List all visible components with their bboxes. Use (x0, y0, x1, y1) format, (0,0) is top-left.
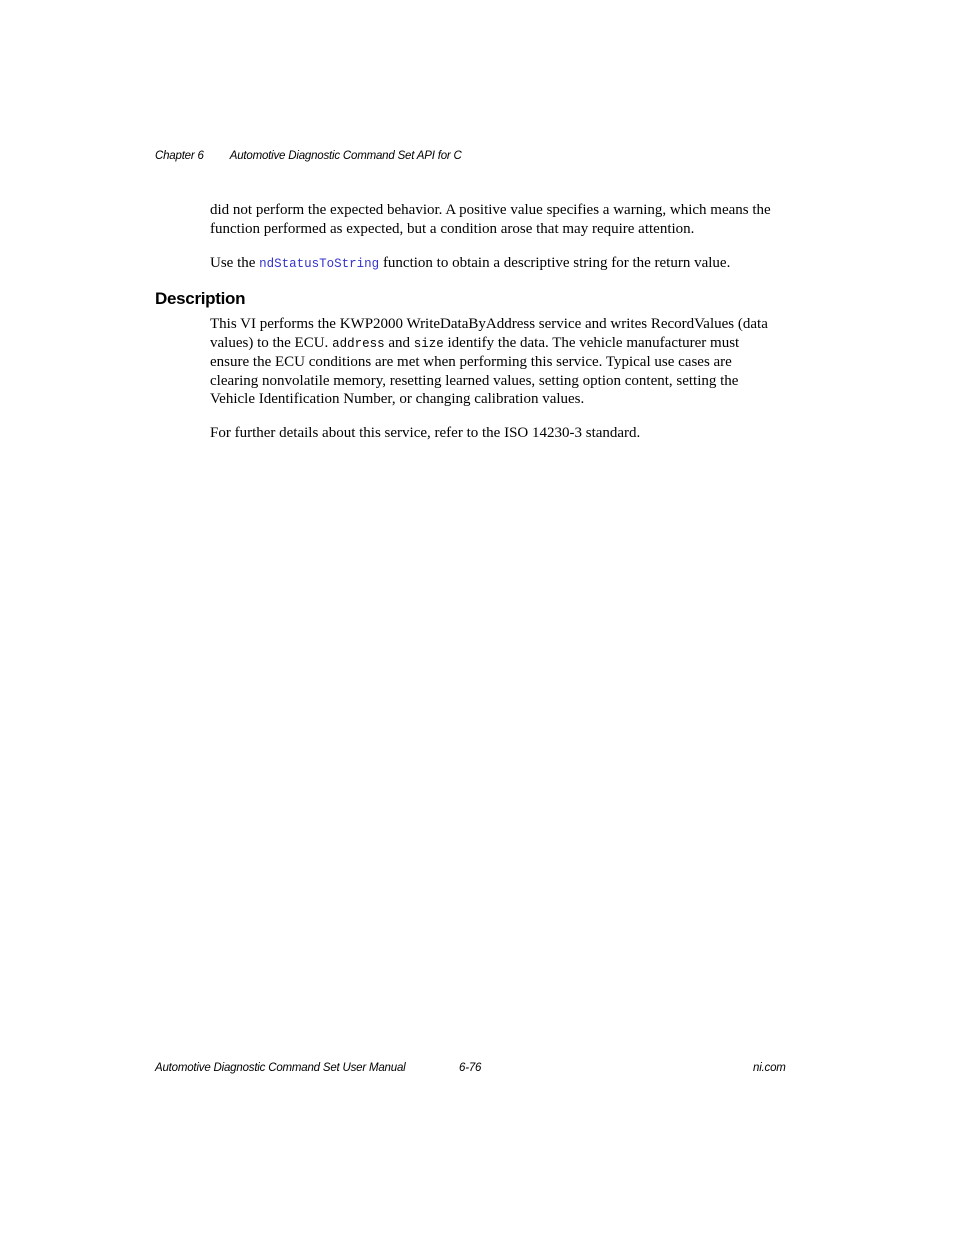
size-code: size (413, 336, 444, 351)
paragraph-line: Vehicle Identification Number, or changing calibration values. (210, 391, 585, 408)
paragraph-text: and (384, 334, 414, 351)
chapter-label: Chapter 6 (155, 150, 204, 162)
status-string-paragraph (210, 254, 795, 274)
ndstatustostring-link[interactable]: ndStatusToString (259, 257, 380, 271)
paragraph-line: ensure the ECU conditions are met when performing this service. Typical use cases are (210, 354, 732, 371)
footer-manual-title: Automotive Diagnostic Command Set User Manual (155, 1062, 406, 1074)
paragraph-line: This VI performs the KWP2000 WriteDataByAddress service and writes RecordValues (data (210, 316, 768, 332)
chapter-title: Automotive Diagnostic Command Set API for C (229, 150, 462, 162)
address-code: address (332, 336, 385, 351)
paragraph-line: function performed as expected, but a condition arose that may require attention. (210, 220, 695, 237)
paragraph-line: clearing nonvolatile memory, resetting learned values, setting option content, setting the (210, 372, 739, 389)
paragraph-line: did not perform the expected behavior. A positive value specifies a warning, which means the (210, 202, 771, 218)
footer-page-number: 6-76 (459, 1062, 482, 1074)
paragraph-text: function to obtain a descriptive string for the return value. (379, 255, 731, 271)
return-value-paragraph (210, 201, 795, 238)
further-details-paragraph: For further details about this service, refer to the ISO 14230-3 standard. (210, 425, 641, 441)
description-paragraph (210, 315, 795, 409)
paragraph-text: values) to the ECU. (210, 334, 333, 351)
page-header (155, 150, 462, 162)
description-heading: Description (155, 289, 246, 308)
paragraph-text: identify the data. The vehicle manufacturer must (443, 334, 740, 351)
footer-website[interactable]: ni.com (753, 1062, 786, 1074)
paragraph-text: Use the (210, 255, 260, 271)
